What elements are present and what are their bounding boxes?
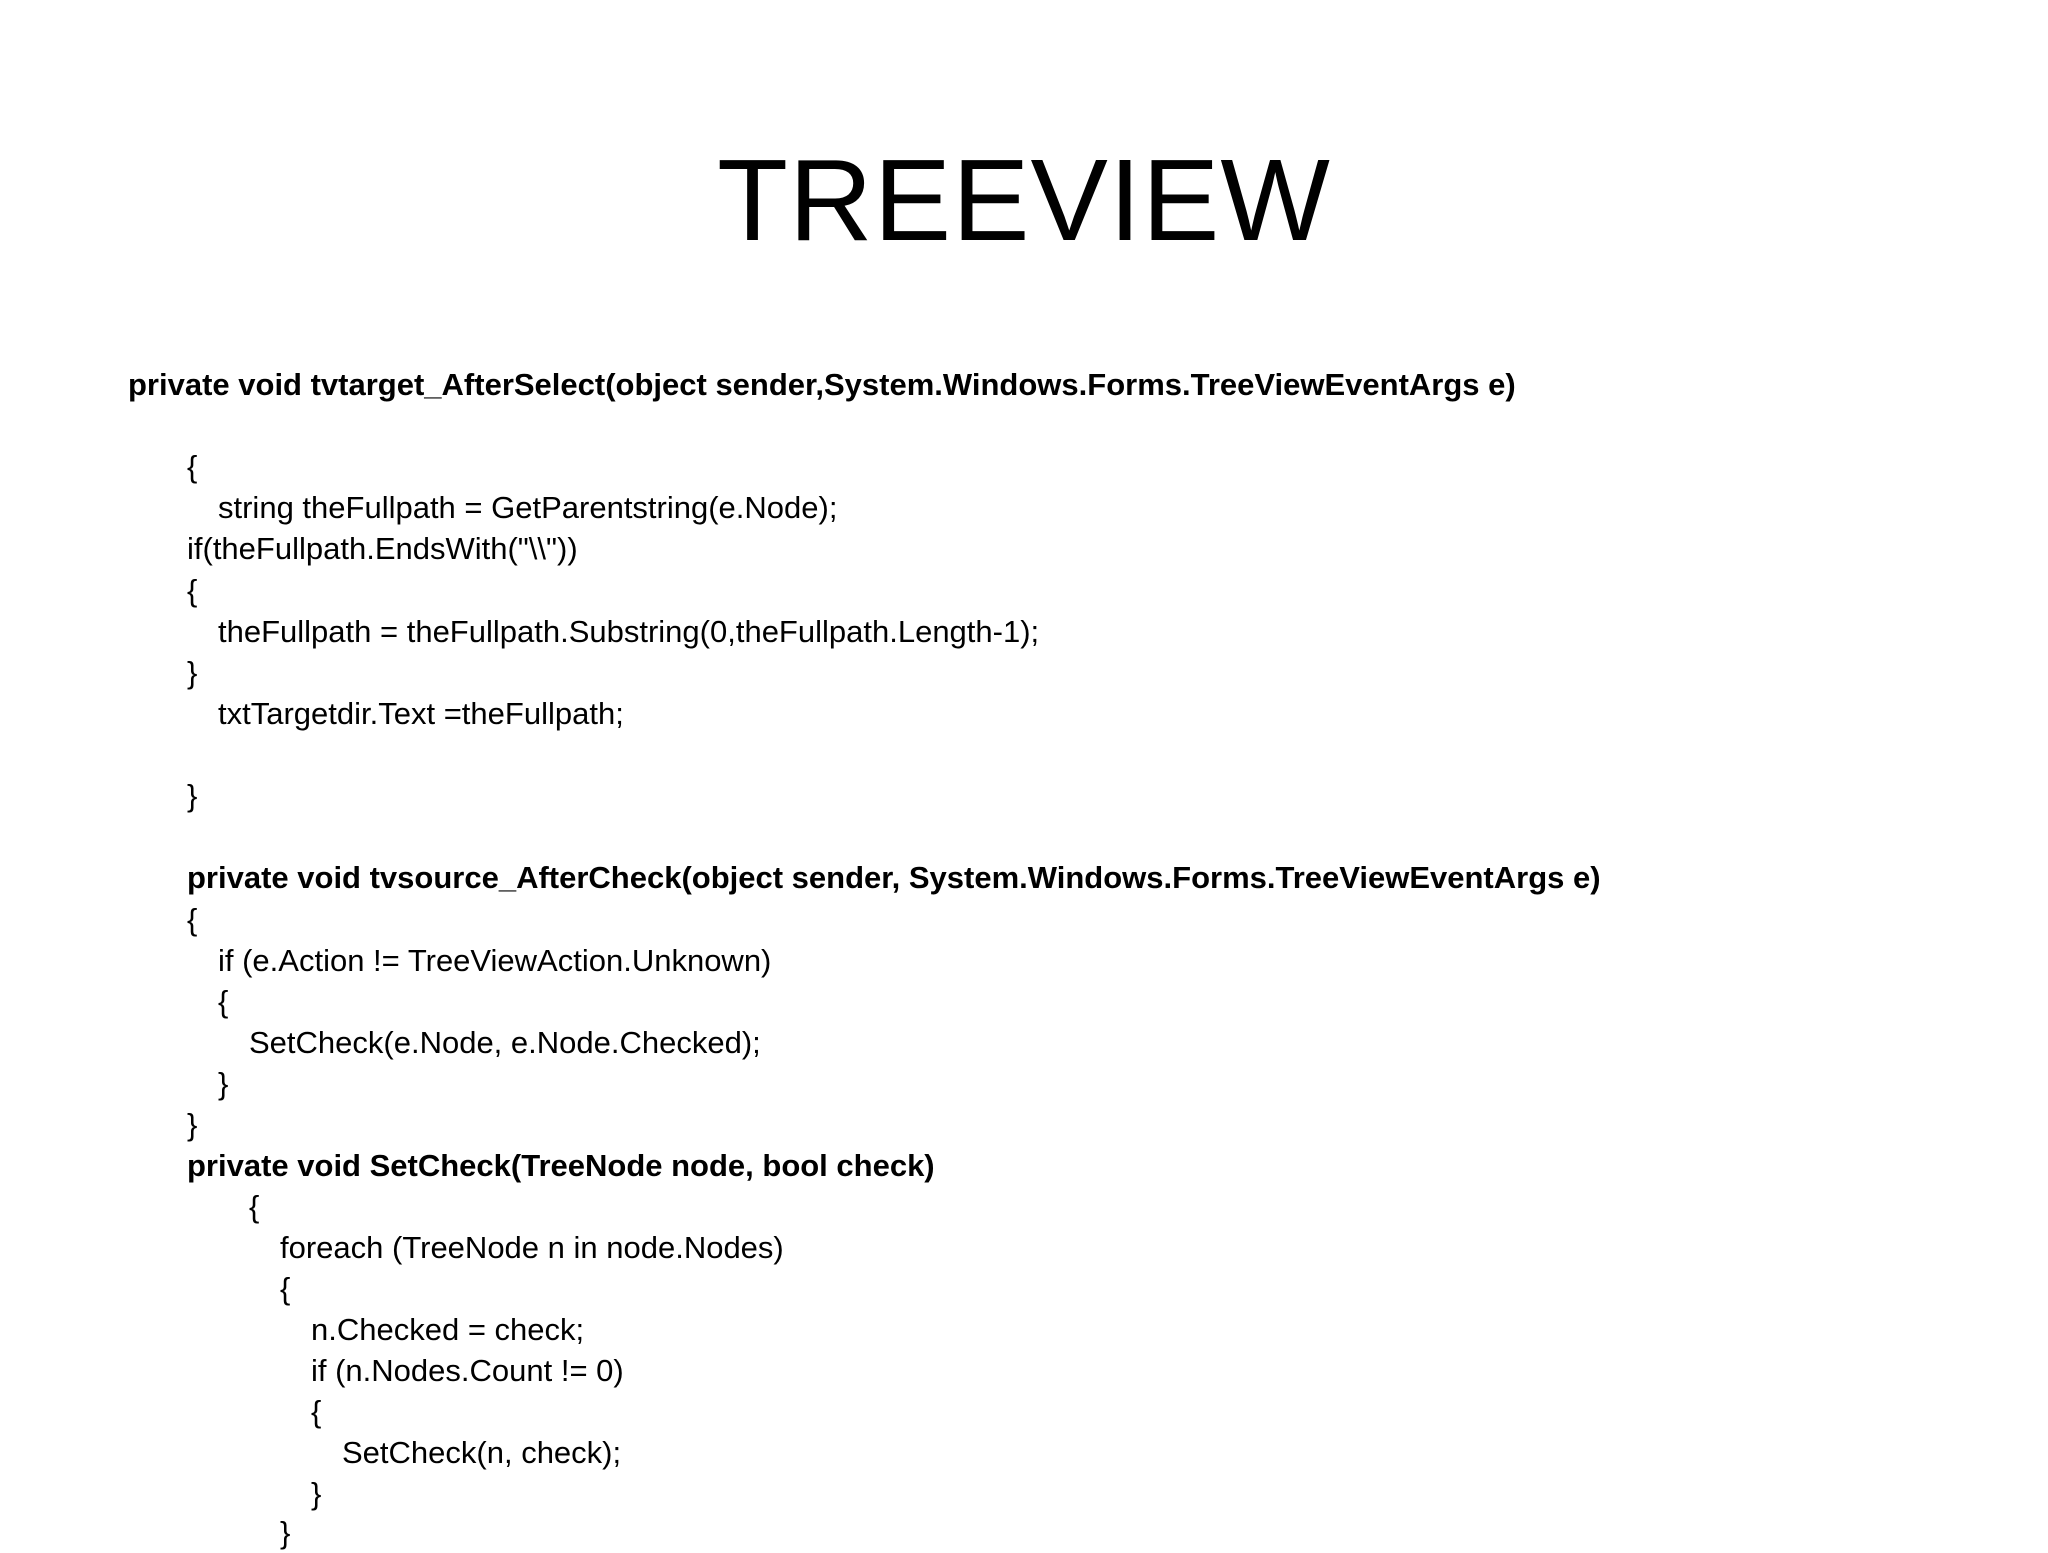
code-line: txtTargetdir.Text =theFullpath; xyxy=(218,696,624,731)
code-line: } xyxy=(218,1066,229,1101)
code-line: { xyxy=(218,984,229,1019)
code-line: { xyxy=(249,1189,260,1224)
code-line: SetCheck(e.Node, e.Node.Checked); xyxy=(249,1025,761,1060)
code-line: if (e.Action != TreeViewAction.Unknown) xyxy=(218,943,772,978)
code-line: { xyxy=(187,449,198,484)
code-line: } xyxy=(187,778,198,813)
slide-title: TREEVIEW xyxy=(717,135,1331,265)
code-line: SetCheck(n, check); xyxy=(342,1435,622,1470)
code-line: string theFullpath = GetParentstring(e.Node); xyxy=(218,490,838,525)
code-line: { xyxy=(280,1271,291,1306)
code-line: } xyxy=(280,1515,291,1550)
code-line: if (n.Nodes.Count != 0) xyxy=(311,1353,624,1388)
code-line: } xyxy=(187,655,198,690)
code-line: } xyxy=(187,1107,198,1142)
code-line: { xyxy=(311,1394,322,1429)
code-line: if(theFullpath.EndsWith("\\")) xyxy=(187,531,578,566)
code-line: theFullpath = theFullpath.Substring(0,theFullpath.Length-1); xyxy=(218,614,1040,649)
code-line: { xyxy=(187,902,198,937)
code-line-method-signature: private void tvsource_AfterCheck(object sender, System.Windows.Forms.TreeViewEventArgs e) xyxy=(187,860,1601,895)
code-line: } xyxy=(311,1476,322,1511)
code-line: n.Checked = check; xyxy=(311,1312,585,1347)
code-line-method-signature: private void tvtarget_AfterSelect(object sender,System.Windows.Forms.TreeViewEventArgs e) xyxy=(128,367,1516,402)
code-line-method-signature: private void SetCheck(TreeNode node, bool check) xyxy=(187,1148,935,1183)
code-line: { xyxy=(187,573,198,608)
code-line: foreach (TreeNode n in node.Nodes) xyxy=(280,1230,784,1265)
